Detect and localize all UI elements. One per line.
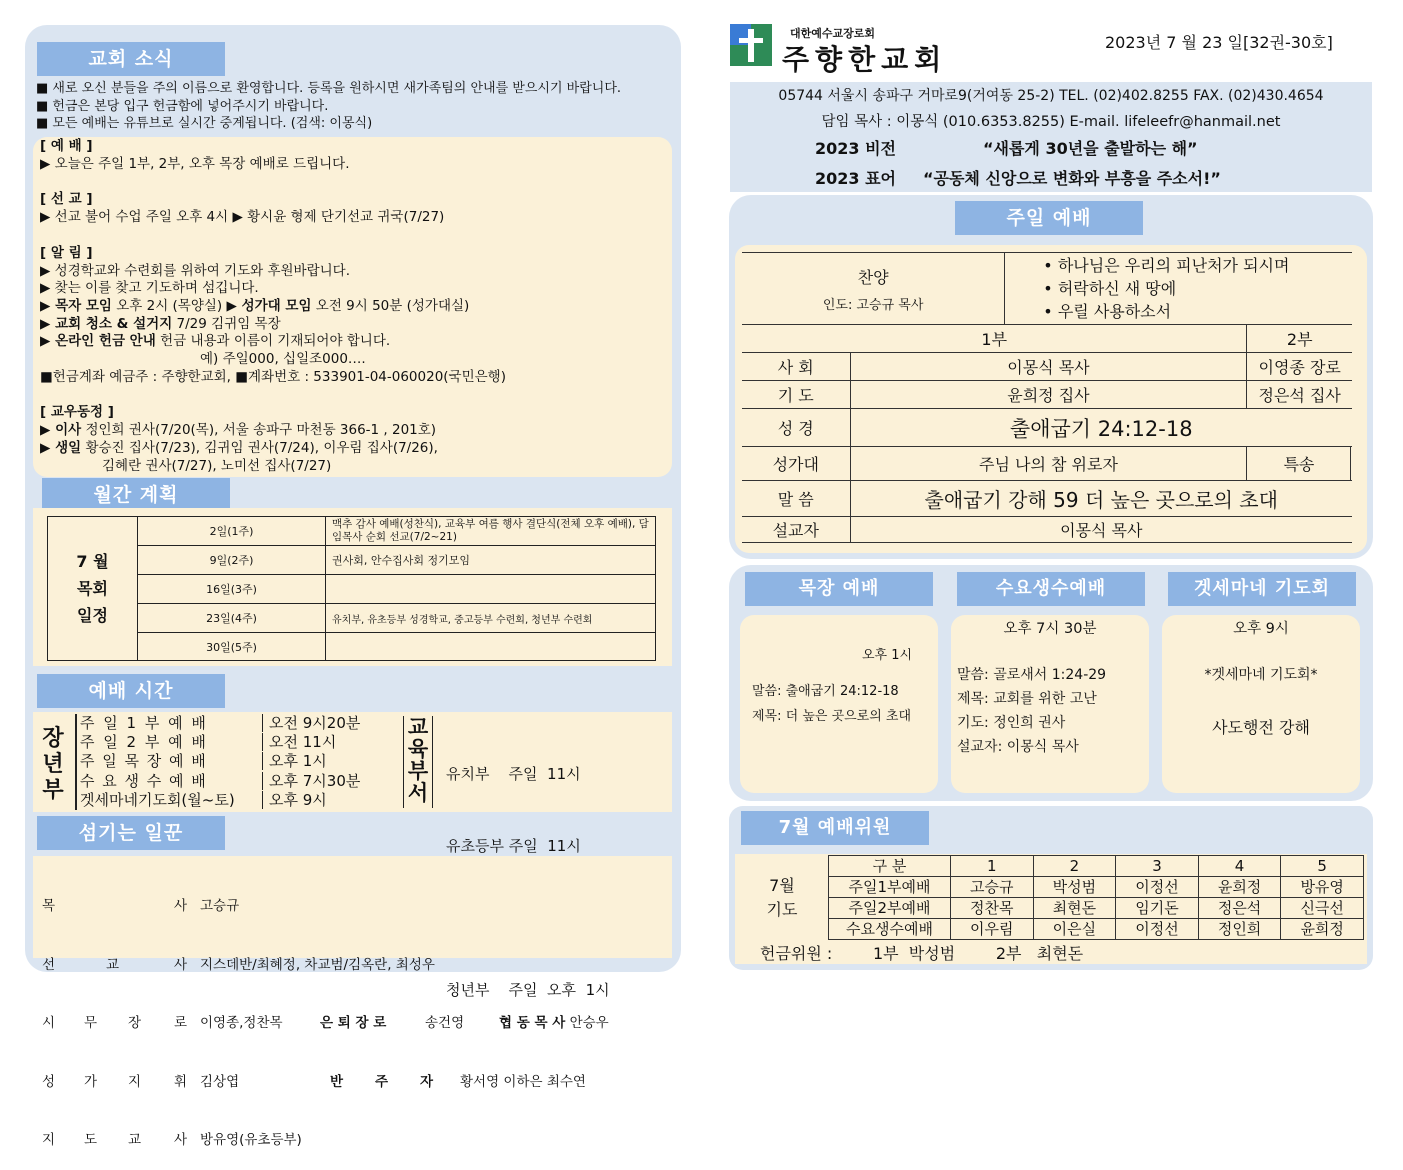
section-head: [ 예 배 ]	[40, 138, 93, 154]
news-title: 교회 소식	[37, 42, 225, 76]
issue-date: 2023년 7 월 23 일[32권-30호]	[1105, 33, 1333, 52]
edu-label: 교육부서	[403, 716, 433, 808]
plan-week: 16일(3주)	[138, 575, 326, 604]
get-title: 겟세마네 기도회	[1168, 572, 1356, 606]
denomination: 대한예수교장로회	[790, 27, 876, 40]
sunday-title: 주일 예배	[955, 201, 1143, 235]
get-line2: 사도행전 강해	[1212, 718, 1310, 737]
plan-week: 30일(5주)	[138, 633, 326, 661]
col-head: 2	[1033, 856, 1116, 877]
preacher: 이몽식 목사	[850, 517, 1352, 543]
plan-event	[326, 633, 656, 661]
servant-row: 목 사 고승규	[42, 898, 240, 914]
account-line: ■헌금계좌 예금주 : 주향한교회, ■계좌번호 : 533901-04-060020(국민은행)	[40, 368, 506, 385]
section-head: [ 교우동정 ]	[40, 404, 114, 421]
sermon-title: 출애굽기 강해 59 더 높은 곳으로의 초대	[850, 481, 1352, 517]
servants-list	[42, 858, 609, 1170]
news-line: ▶ 성경학교와 수련회를 위하여 기도와 후원바랍니다.	[40, 262, 350, 279]
get-box	[1162, 615, 1360, 793]
news-line: ▶ 생일 황승진 집사(7/23), 김귀임 권사(7/24), 이우림 집사(7/26),	[40, 439, 438, 456]
adult-times	[80, 714, 360, 810]
church-name: 주향한교회	[782, 43, 948, 76]
plan-title: 월간 계획	[42, 478, 230, 512]
time-row: 유초등부 주일 11시	[446, 837, 581, 855]
wed-line: 기도: 정인희 권사	[957, 715, 1066, 731]
plan-table	[47, 516, 656, 661]
sunday-table	[742, 252, 1352, 543]
servant-row: 시 무 장 로 이영종,정찬목 은 퇴 장 로 송건영 협 동 목 사 안승우	[42, 1015, 609, 1031]
plan-week: 23일(4주)	[138, 604, 326, 633]
plan-week: 2일(1주)	[138, 517, 326, 546]
wed-line: 말씀: 골로새서 1:24-29	[957, 667, 1107, 683]
news-line: ▶ 온라인 헌금 안내 헌금 내용과 이름이 기재되어야 합니다.	[40, 333, 391, 350]
notice-line: ■ 새로 오신 분들을 주의 이름으로 환영합니다. 등록을 원하시면 새가족팀의 안내를 받으시기 바랍니다.	[36, 81, 622, 96]
col-head: 4	[1198, 856, 1281, 877]
time-row: 유치부 주일 11시	[446, 765, 581, 783]
servant-row: 선 교 사 지스데반/최혜정, 차교범/김옥란, 최성우	[42, 956, 435, 973]
choir-song: 주님 나의 참 위로자	[850, 447, 1247, 481]
news-content	[40, 138, 506, 475]
row-label: 성 경	[742, 409, 850, 447]
members-title: 7월 예배위원	[741, 811, 929, 845]
notice-line: ■ 모든 예배는 유튜브로 실시간 중계됩니다. (검색: 이몽식)	[36, 116, 373, 131]
wed-line: 제목: 교회를 위한 고난	[957, 691, 1097, 707]
prayer-1: 윤희정 집사	[850, 381, 1247, 409]
offering-members: 헌금위원 : 1부 박성범 2부 최현돈	[760, 944, 1084, 963]
servant-row: 지 도 교 사 방유영(유초등부)	[42, 1132, 302, 1148]
special-blank	[1351, 447, 1352, 481]
wed-time: 오후 7시 30분	[1003, 621, 1097, 637]
song-list: • 하나님은 우리의 피난처가 되시며 • 허락하신 새 땅에 • 우릴 사용하소서	[1005, 253, 1352, 325]
mok-title: 목장 예배	[745, 572, 933, 606]
table-row: 주일1부예배 고승규 박성범 이정선 윤희정 방유영	[829, 877, 1364, 898]
news-line: ▶ 목자 모임 오후 2시 (목양실) ▶ 성가대 모임 오전 9시 50분 (성가대실)	[40, 297, 470, 314]
col-head: 5	[1281, 856, 1364, 877]
time-row: 수 요 생 수 예 배 오후 7시30분	[80, 771, 361, 790]
news-line: 김혜란 권사(7/27), 노미선 집사(7/27)	[102, 457, 332, 474]
prayer-2: 정은석 집사	[1247, 381, 1352, 409]
church-logo	[730, 24, 772, 66]
plan-label: 7 월 목회 일정	[48, 517, 138, 661]
plan-event: 유치부, 유초등부 성경학교, 중고등부 수련회, 청년부 수련회	[326, 604, 656, 633]
time-row: 주 일 목 장 예 배 오후 1시	[80, 752, 327, 771]
scripture: 출애굽기 24:12-18	[850, 409, 1352, 447]
news-line: ▶ 오늘은 주일 1부, 2부, 오후 목장 예배로 드립니다.	[40, 155, 350, 172]
plan-week: 9일(2주)	[138, 546, 326, 575]
row-label: 사 회	[742, 353, 850, 381]
news-line: ▶ 찾는 이를 찾고 기도하며 섬깁니다.	[40, 280, 259, 297]
praise-cell: 찬양 인도: 고승규 목사	[742, 253, 1005, 325]
plan-event: 권사회, 안수집사회 정기모임	[326, 546, 656, 575]
table-row: 주일2부예배 정찬목 최현돈 임기돈 정은석 신극선	[829, 898, 1364, 919]
mok-box	[740, 615, 938, 793]
servants-title: 섬기는 일꾼	[37, 816, 225, 850]
row-label: 성가대	[742, 447, 850, 481]
leader-2: 이영종 장로	[1247, 353, 1352, 381]
mok-word: 말씀: 출애굽기 24:12-18	[752, 684, 899, 699]
motto: 2023 표어 “공동체 신앙으로 변화와 부흥을 주소서!”	[815, 169, 1221, 188]
mok-subject: 제목: 더 높은 곳으로의 초대	[752, 709, 912, 724]
members-table	[828, 855, 1364, 940]
get-time: 오후 9시	[1233, 621, 1289, 637]
servant-row: 성 가 지 휘 김상엽 반 주 자 황서영 이하은 최수연	[42, 1073, 586, 1090]
wed-title: 수요생수예배	[957, 572, 1145, 606]
address: 05744 서울시 송파구 거마로9(거여동 25-2) TEL. (02)402.8255 FAX. (02)430.4654	[778, 88, 1324, 104]
time-row: 청년부 주일 오후 1시	[446, 981, 610, 999]
bracket	[71, 714, 77, 810]
col-head: 1	[951, 856, 1034, 877]
vision: 2023 비전 “새롭게 30년을 출발하는 해”	[815, 139, 1198, 158]
section-head: [ 알 림 ]	[40, 244, 93, 261]
row-label: 기 도	[742, 381, 850, 409]
wed-details	[957, 663, 1106, 759]
notice-line: ■ 헌금은 본당 입구 헌금함에 넣어주시기 바랍니다.	[36, 98, 329, 114]
row-label: 말 씀	[742, 481, 850, 517]
part-2: 2부	[1247, 325, 1352, 353]
adult-label: 장년부	[42, 726, 64, 803]
col-head: 3	[1116, 856, 1199, 877]
time-row: 주 일 2 부 예 배 오전 11시	[80, 733, 337, 752]
plan-event	[326, 575, 656, 604]
get-line1: *겟세마네 기도회*	[1204, 667, 1318, 683]
mok-time: 오후 1시	[862, 648, 913, 663]
part-1: 1부	[742, 325, 1247, 353]
leader-1: 이몽식 목사	[850, 353, 1247, 381]
table-row: 수요생수예배 이우림 이은실 이정선 정인희 윤희정	[829, 919, 1364, 940]
pastor-info: 담임 목사 : 이몽식 (010.6353.8255) E-mail. lifeleefr@hanmail.net	[821, 114, 1281, 130]
col-head: 구 분	[829, 856, 951, 877]
row-label: 설교자	[742, 517, 850, 543]
special-song: 특송	[1247, 447, 1351, 481]
wed-line: 설교자: 이몽식 목사	[957, 739, 1079, 755]
news-line: ▶ 선교 불어 수업 주일 오후 4시 ▶ 황시윤 형제 단기선교 귀국(7/27)	[40, 209, 445, 226]
time-row: 겟세마네기도회(월~토) 오후 9시	[80, 790, 327, 809]
time-row: 주 일 1 부 예 배 오전 9시20분	[80, 714, 361, 732]
times-title: 예배 시간	[37, 674, 225, 708]
news-line: ▶ 이사 정인희 권사(7/20(목), 서울 송파구 마천동 366-1 , 201호)	[40, 422, 437, 439]
notices	[36, 80, 621, 133]
plan-event: 맥추 감사 예배(성찬식), 교육부 여름 행사 결단식(전체 오후 예배), 담임목사 순회 선교(7/2~21)	[326, 517, 656, 546]
section-head: [ 선 교 ]	[40, 191, 93, 208]
news-line: ▶ 교회 청소 & 설거지 7/29 김귀임 목장	[40, 315, 281, 332]
news-line: 예) 주일000, 십일조000….	[200, 351, 366, 368]
members-side: 7월 기도	[766, 876, 798, 919]
